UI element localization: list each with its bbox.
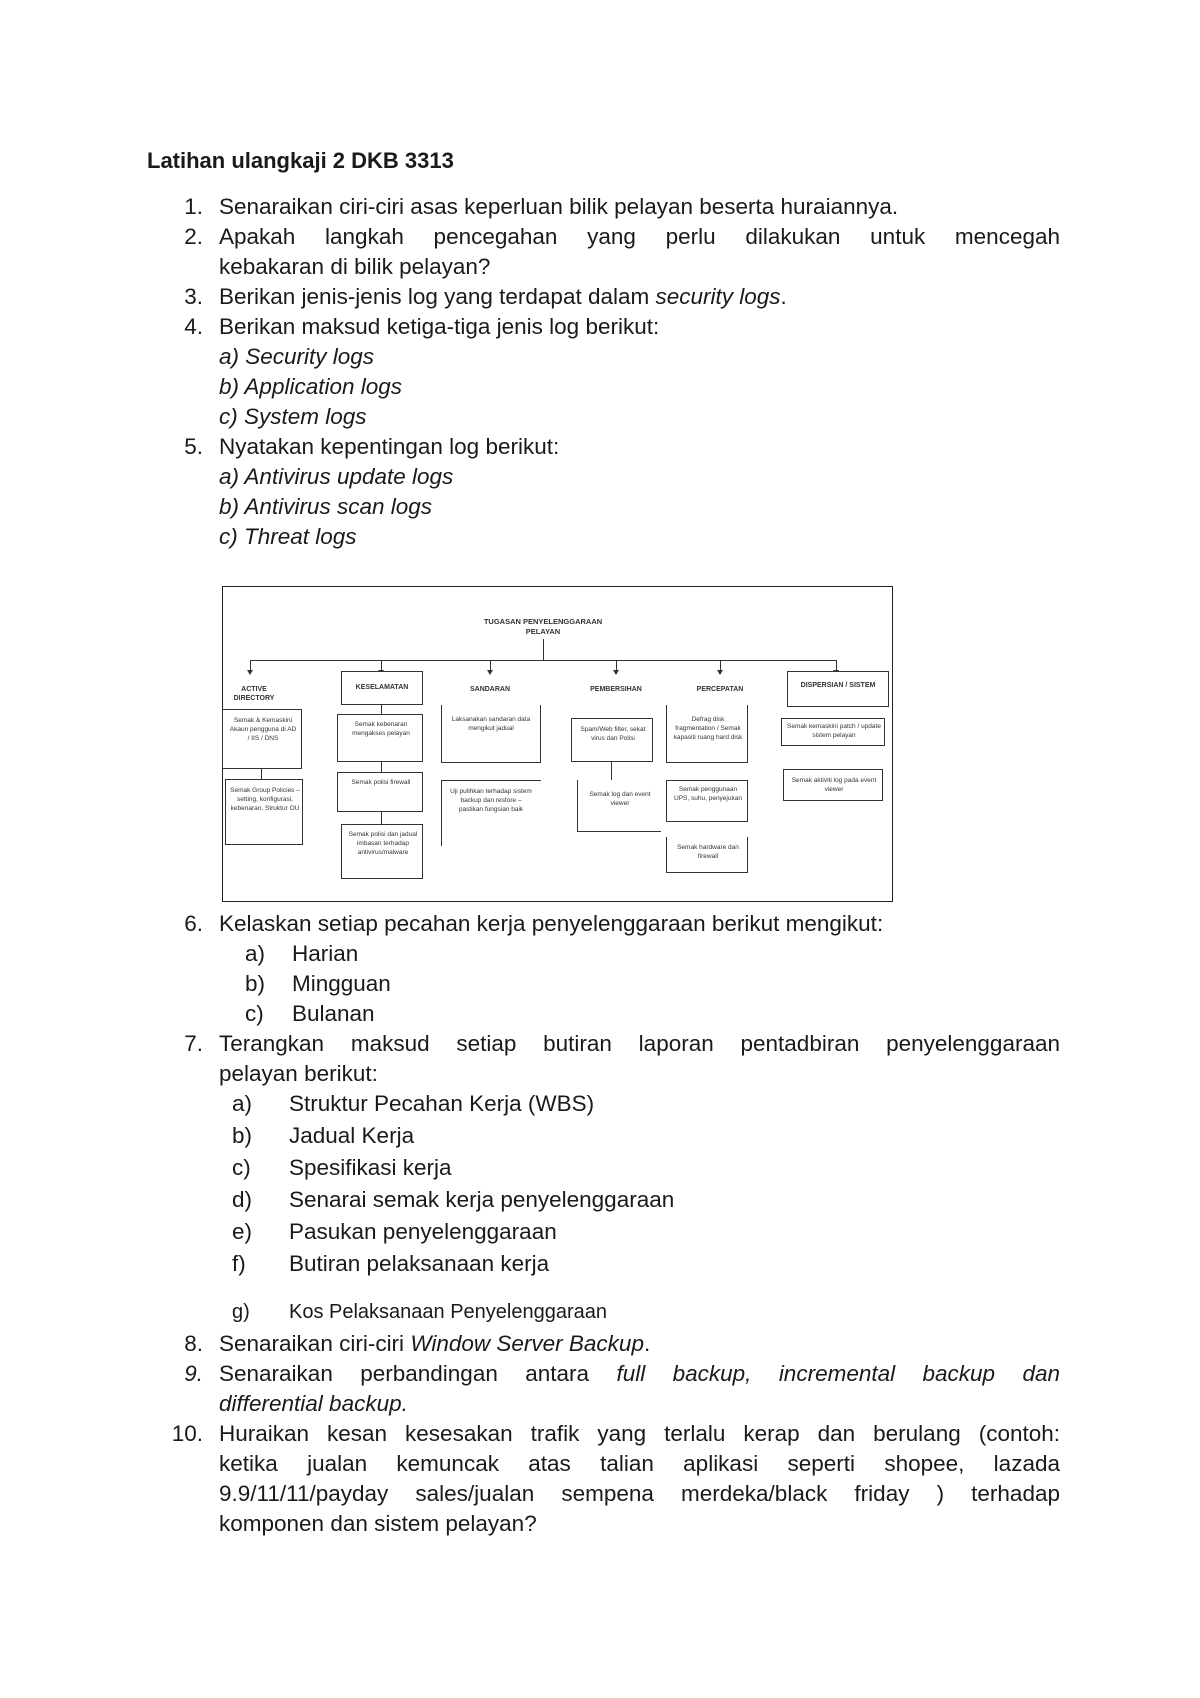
q8-number: 8.	[184, 1331, 203, 1356]
diagram-drop-line	[250, 660, 251, 670]
spd-box-1: Defrag disk fragmentation / Semak kapasiti ruang hard disk	[666, 705, 748, 763]
diagram-connector	[381, 762, 382, 772]
q7-line2: pelayan berikut:	[219, 1061, 378, 1086]
q7-item-d-marker: d)	[232, 1187, 253, 1212]
q2-number: 2.	[184, 224, 203, 249]
bak-box-2: Uji pulihkan terhadap sistem backup dan restore – pastikan fungsian baik	[441, 780, 541, 846]
diagram-title: TUGASAN PENYELENGGARAAN PELAYAN	[483, 617, 603, 636]
arrow-icon	[487, 670, 493, 675]
q7-item-c: Spesifikasi kerja	[289, 1155, 452, 1180]
q4-text: Berikan maksud ketiga-tiga jenis log berikut:	[219, 314, 660, 339]
q7-item-e-marker: e)	[232, 1219, 253, 1244]
q9-line1: Senaraikan perbandingan antara full backup, incremental backup dan	[219, 1361, 1061, 1386]
q10-line3: 9.9/11/11/payday sales/jualan sempena merdeka/black friday ) terhadap	[219, 1481, 1060, 1506]
q10-line4: komponen dan sistem pelayan?	[219, 1511, 537, 1536]
q10-number: 10.	[171, 1421, 203, 1446]
q9-number: 9.	[184, 1361, 203, 1386]
q4-item-c: c) System logs	[219, 404, 367, 429]
diagram-branch-line	[250, 660, 837, 661]
diagram-drop-line	[616, 660, 617, 670]
arrow-icon	[717, 670, 723, 675]
spd-box-3: Semak hardware dan firewall	[666, 837, 748, 873]
diagram-head-active-directory: ACTIVE DIRECTORY	[233, 686, 275, 702]
q4-item-a: a) Security logs	[219, 344, 375, 369]
sys-box-1: Semak kemaskini patch / update sistem pelayan	[781, 718, 885, 746]
q6-item-a-marker: a)	[245, 941, 266, 966]
q7-item-b-marker: b)	[232, 1123, 253, 1148]
q5-item-b: b) Antivirus scan logs	[219, 494, 433, 519]
q7-item-g-marker: g)	[232, 1301, 250, 1323]
cln-box-1: Spam/Web filter, sekat virus dan Polisi	[571, 718, 653, 762]
diagram-drop-line	[836, 660, 837, 670]
q7-item-f: Butiran pelaksanaan kerja	[289, 1251, 550, 1276]
diagram-head-percepatan: PERCEPATAN	[696, 686, 744, 693]
diagram-connector	[381, 705, 382, 714]
sec-box-2: Semak polisi firewall	[337, 772, 423, 812]
q9-line2: differential backup.	[219, 1391, 408, 1416]
q1-text: Senaraikan ciri-ciri asas keperluan bilik pelayan beserta huraiannya.	[219, 194, 899, 219]
q6-number: 6.	[184, 911, 203, 936]
q10-line1: Huraikan kesan kesesakan trafik yang terlalu kerap dan berulang (contoh:	[219, 1421, 1060, 1446]
q7-item-b: Jadual Kerja	[289, 1123, 415, 1148]
q6-text: Kelaskan setiap pecahan kerja penyelenggaraan berikut mengikut:	[219, 911, 884, 936]
diagram-trunk-line	[543, 639, 544, 661]
q7-item-a: Struktur Pecahan Kerja (WBS)	[289, 1091, 595, 1116]
q7-item-e: Pasukan penyelenggaraan	[289, 1219, 557, 1244]
diagram-connector	[261, 769, 262, 779]
q7-line1: Terangkan maksud setiap butiran laporan pentadbiran penyelenggaraan	[219, 1031, 1060, 1056]
ad-box-1: Semak & Kemaskini Akaun pengguna di AD / IIS / DNS	[222, 709, 302, 769]
diagram-drop-line	[490, 660, 491, 670]
q4-number: 4.	[184, 314, 203, 339]
q7-item-d: Senarai semak kerja penyelenggaraan	[289, 1187, 675, 1212]
q7-item-g: Kos Pelaksanaan Penyelenggaraan	[289, 1301, 608, 1323]
q5-text: Nyatakan kepentingan log berikut:	[219, 434, 560, 459]
sys-box-2: Semak aktiviti log pada event viewer	[783, 769, 883, 801]
q2-line1: Apakah langkah pencegahan yang perlu dilakukan untuk mencegah	[219, 224, 1060, 249]
page-title: Latihan ulangkaji 2 DKB 3313	[147, 148, 454, 173]
diagram-head-sandaran: SANDARAN	[469, 686, 511, 693]
q5-item-a: a) Antivirus update logs	[219, 464, 454, 489]
q7-item-f-marker: f)	[232, 1251, 246, 1276]
q6-item-c-marker: c)	[245, 1001, 264, 1026]
cln-box-2: Semak log dan event viewer	[577, 780, 661, 832]
q3-number: 3.	[184, 284, 203, 309]
q7-item-a-marker: a)	[232, 1091, 253, 1116]
q5-item-c: c) Threat logs	[219, 524, 357, 549]
diagram-head-box-keselamatan: KESELAMATAN	[341, 671, 423, 705]
diagram-head-box-sistem: DISPERSIAN / SISTEM	[787, 671, 889, 707]
diagram-connector	[381, 812, 382, 824]
q8-text: Senaraikan ciri-ciri Window Server Backup.	[219, 1331, 651, 1356]
q6-item-b-marker: b)	[245, 971, 266, 996]
q5-number: 5.	[184, 434, 203, 459]
diagram-connector	[611, 762, 612, 780]
arrow-icon	[247, 670, 253, 675]
q6-item-b: Mingguan	[292, 971, 391, 996]
ad-box-2: Semak Group Policies – setting, konfigurasi, kebenaran, Struktur OU	[225, 779, 303, 845]
q3-text: Berikan jenis-jenis log yang terdapat dalam security logs.	[219, 284, 787, 309]
q4-item-b: b) Application logs	[219, 374, 403, 399]
spd-box-2: Semak penggunaan UPS, suhu, penyejukan	[666, 780, 748, 822]
sec-box-1: Semak kebenaran mengakses pelayan	[337, 714, 423, 762]
diagram-drop-line	[720, 660, 721, 670]
sec-box-3: Semak polisi dan jadual imbasan terhadap antivirus/malware	[341, 824, 423, 879]
diagram-drop-line	[381, 660, 382, 670]
q6-item-a: Harian	[292, 941, 359, 966]
q10-line2: ketika jualan kemuncak atas talian aplikasi seperti shopee, lazada	[219, 1451, 1060, 1476]
q7-item-c-marker: c)	[232, 1155, 251, 1180]
q7-number: 7.	[184, 1031, 203, 1056]
maintenance-task-diagram	[222, 586, 893, 902]
bak-box-1: Laksanakan sandaran data mengikut jadual	[441, 705, 541, 763]
arrow-icon	[613, 670, 619, 675]
q1-number: 1.	[184, 194, 203, 219]
q6-item-c: Bulanan	[292, 1001, 375, 1026]
q2-line2: kebakaran di bilik pelayan?	[219, 254, 491, 279]
diagram-head-pembersihan: PEMBERSIHAN	[590, 686, 642, 693]
